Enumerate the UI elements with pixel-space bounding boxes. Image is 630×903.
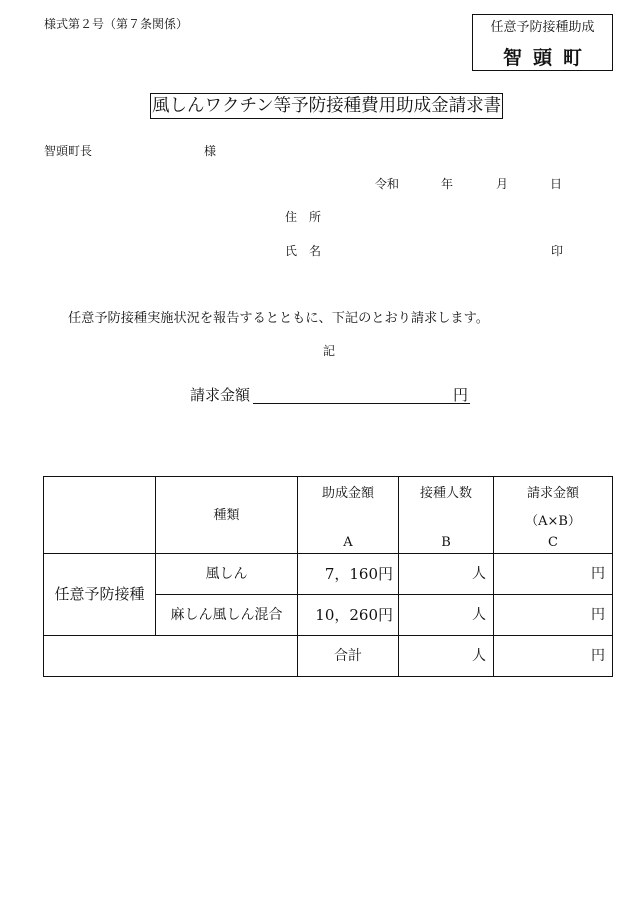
- row-claim-field[interactable]: 円: [494, 554, 613, 595]
- header-claim-label: 請求金額: [526, 486, 579, 501]
- header-count-label: 接種人数: [419, 486, 472, 501]
- claim-amount-unit: 円: [452, 386, 468, 404]
- table-row: [44, 554, 613, 595]
- form-number: 様式第２号（第７条関係）: [44, 17, 189, 31]
- date-day: 日: [550, 177, 563, 191]
- date-year: 年: [441, 177, 454, 191]
- total-blank-cell: [44, 636, 298, 677]
- total-count-field[interactable]: 人: [399, 636, 494, 677]
- subsidy-stamp-box: [472, 14, 613, 71]
- total-row: [44, 636, 613, 677]
- total-label: 合計: [298, 636, 399, 677]
- header-claim: [494, 477, 613, 554]
- stamp-box-town: 智頭町: [502, 47, 593, 69]
- statement-text: 任意予防接種実施状況を報告するとともに、下記のとおり請求します。: [68, 311, 489, 326]
- header-subsidy-code: A: [343, 535, 353, 550]
- document-title: 風しんワクチン等予防接種費用助成金請求書: [150, 93, 503, 119]
- table-header-row: [44, 477, 613, 554]
- name-label: 氏 名: [285, 244, 322, 258]
- header-subsidy: [298, 477, 399, 554]
- claim-amount-label: 請求金額: [190, 386, 251, 404]
- date-era: 令和: [375, 177, 400, 191]
- row-count-field[interactable]: 人: [399, 554, 494, 595]
- row-subsidy: 7，160円: [298, 554, 399, 595]
- seal-mark: 印: [551, 244, 564, 258]
- row-count-field[interactable]: 人: [399, 595, 494, 636]
- addressee-honorific: 様: [204, 144, 217, 158]
- claim-table: [43, 476, 613, 677]
- category-cell: 任意予防接種: [44, 554, 156, 636]
- address-label: 住 所: [285, 210, 322, 224]
- ki-heading: 記: [323, 344, 336, 358]
- stamp-box-caption: 任意予防接種助成: [490, 20, 595, 35]
- header-blank-cell: [44, 477, 156, 554]
- header-claim-code: C: [548, 535, 558, 550]
- row-type: 麻しん風しん混合: [156, 595, 298, 636]
- row-claim-field[interactable]: 円: [494, 595, 613, 636]
- date-month: 月: [496, 177, 509, 191]
- row-subsidy: 10，260円: [298, 595, 399, 636]
- header-type: 種類: [156, 477, 298, 554]
- header-count-code: B: [441, 535, 451, 550]
- header-count: [399, 477, 494, 554]
- total-claim-field[interactable]: 円: [494, 636, 613, 677]
- addressee-name: 智頭町長: [44, 144, 93, 158]
- header-claim-formula: （A×B）: [525, 514, 581, 529]
- header-subsidy-label: 助成金額: [321, 486, 374, 501]
- claim-amount-field[interactable]: [253, 388, 470, 404]
- row-type: 風しん: [156, 554, 298, 595]
